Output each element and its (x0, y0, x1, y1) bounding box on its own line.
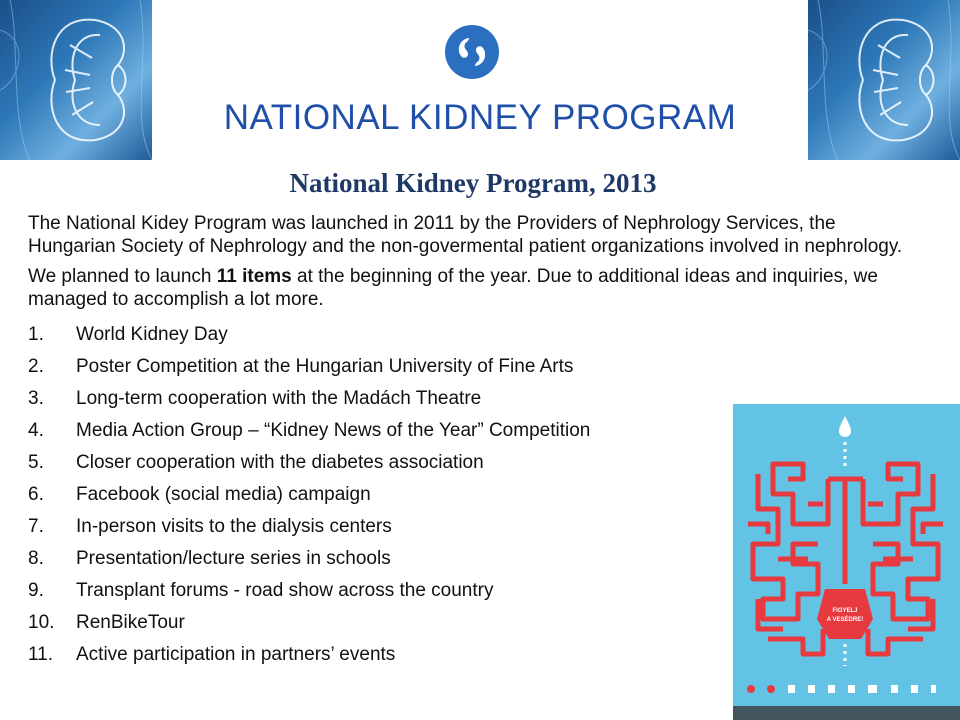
list-item (28, 350, 928, 382)
plan-paragraph (28, 265, 928, 311)
list-item-text: Transplant forums - road show across the country (76, 579, 494, 601)
poster-text-top: FIGYELJ (832, 608, 858, 614)
list-item-text: Active participation in partners’ events (76, 643, 396, 665)
bladder-shape (817, 589, 873, 639)
list-item-text: Facebook (social media) campaign (76, 483, 371, 505)
list-item-text: World Kidney Day (76, 323, 228, 345)
list-item-text: Closer cooperation with the diabetes association (76, 451, 484, 473)
list-item-number: 3. (28, 387, 44, 409)
list-item-number: 4. (28, 419, 44, 441)
list-item-text: Media Action Group – “Kidney News of the Year” Competition (76, 419, 591, 441)
list-item-number: 9. (28, 579, 44, 601)
intro-paragraph: The National Kidey Program was launched in 2011 by the Providers of Nephrology Services, the Hungarian Society of Nephrology and the non-govermental patient organizations involved in nephrology. (28, 213, 903, 257)
header-title: NATIONAL KIDNEY PROGRAM (223, 98, 737, 137)
list-item-text: Long-term cooperation with the Madách Theatre (76, 387, 482, 409)
poster-text-bottom: A VESÉDRE! (826, 617, 864, 623)
list-item-text: In-person visits to the dialysis centers (76, 515, 392, 537)
kidney-illustration-left (0, 0, 152, 160)
list-item-number: 11. (28, 643, 54, 665)
list-item-number: 1. (28, 323, 44, 345)
list-item-text: Presentation/lecture series in schools (76, 547, 391, 569)
plan-text-bold: 11 items (216, 266, 292, 287)
poster-icon-row (747, 685, 936, 693)
program-logo-icon (444, 24, 500, 80)
list-item-number: 5. (28, 451, 44, 473)
plan-text-prefix: We planned to launch (28, 266, 217, 287)
list-item (28, 318, 928, 350)
droplet-icon (839, 416, 851, 437)
poster-footer-band (733, 706, 960, 720)
plan-text-suffix: at the beginning of the year. Due to additional ideas and inquiries, we managed to accomplish a lot more. (28, 266, 878, 310)
maze-kidney-left (748, 464, 828, 654)
kidney-maze-poster (733, 404, 960, 720)
list-item-text: RenBikeTour (76, 611, 185, 633)
list-item-text: Poster Competition at the Hungarian University of Fine Arts (76, 355, 574, 377)
list-item-number: 10. (28, 611, 55, 633)
list-item-number: 6. (28, 483, 44, 505)
list-item-number: 7. (28, 515, 44, 537)
list-item-number: 8. (28, 547, 44, 569)
kidney-illustration-right (808, 0, 960, 160)
slide-title: National Kidney Program, 2013 (289, 168, 657, 198)
list-item-number: 2. (28, 355, 44, 377)
maze-kidney-right (863, 464, 943, 654)
